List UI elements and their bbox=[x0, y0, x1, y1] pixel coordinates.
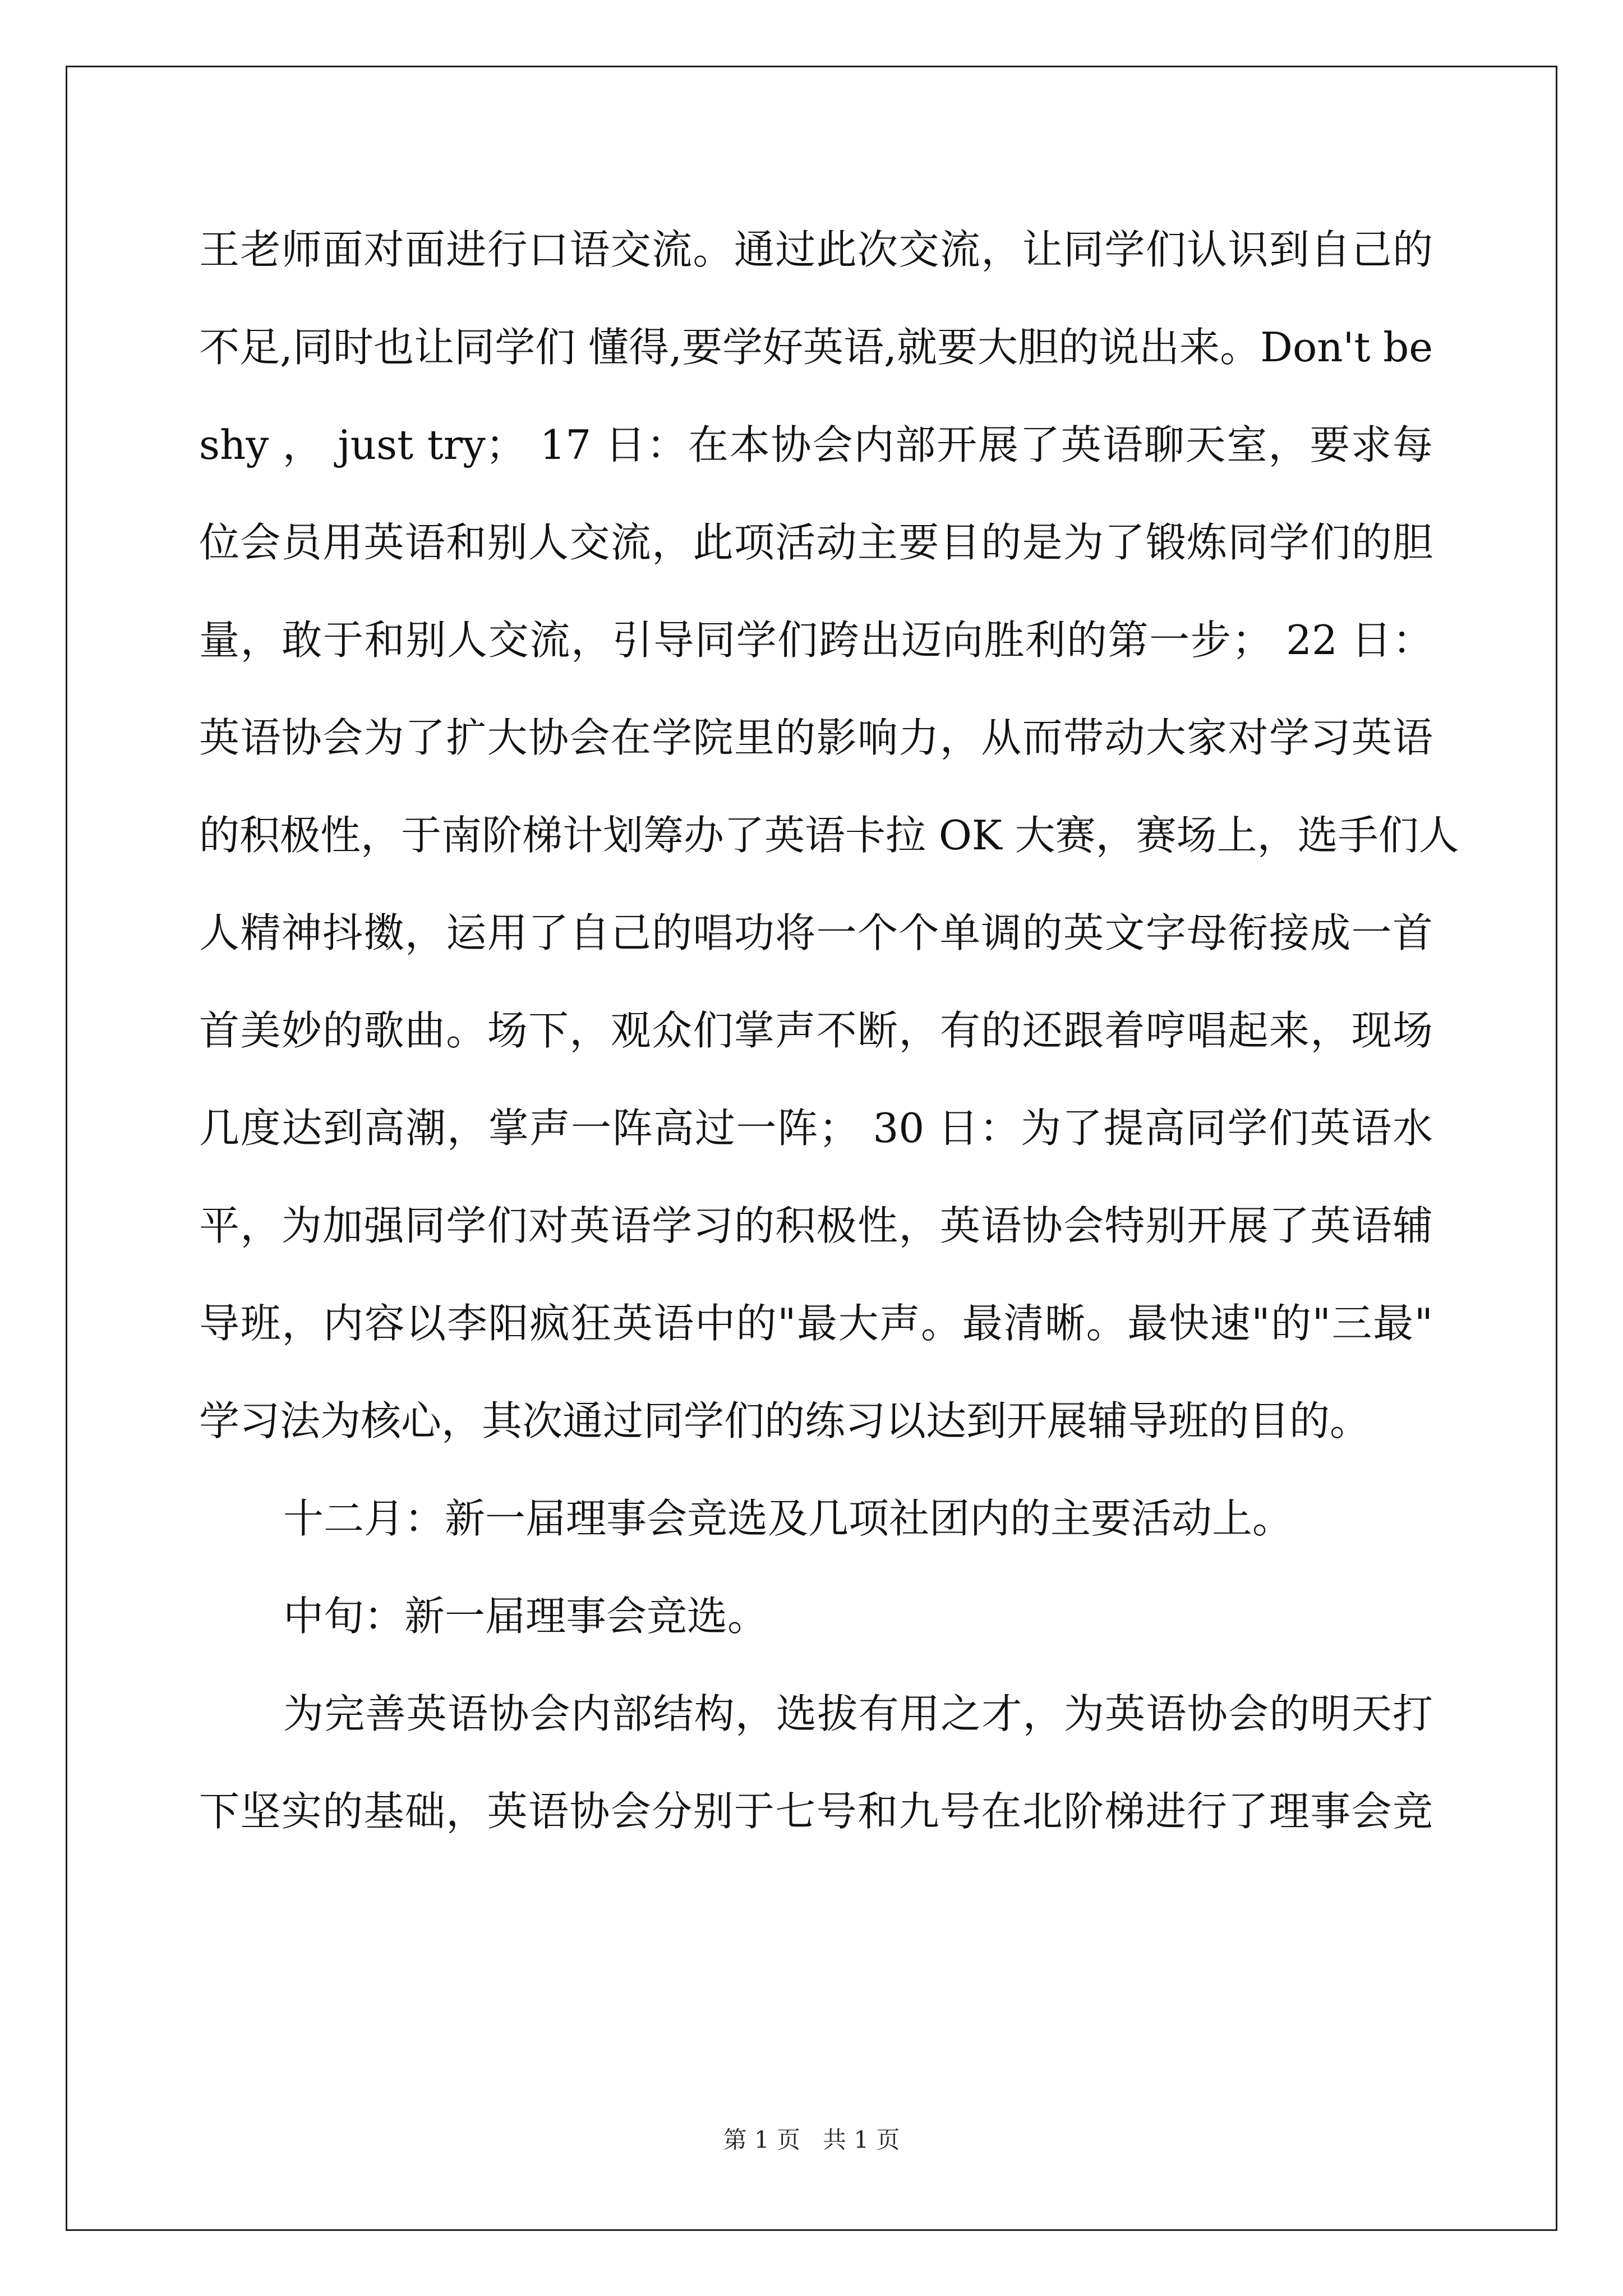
paragraph-line: 十二月：新一届理事会竞选及几项社团内的主要活动上。 bbox=[283, 1495, 1293, 1542]
paragraph-line: 平，为加强同学们对英语学习的积极性，英语协会特别开展了英语辅 bbox=[199, 1202, 1433, 1249]
paragraph-line: 不足,同时也让同学们 懂得,要学好英语,就要大胆的说出来。Don't be bbox=[199, 324, 1433, 371]
paragraph-line: 王老师面对面进行口语交流。通过此次交流，让同学们认识到自己的 bbox=[199, 226, 1433, 273]
paragraph-line: 首美妙的歌曲。场下，观众们掌声不断，有的还跟着哼唱起来，现场 bbox=[199, 1007, 1433, 1054]
paragraph-line: 中旬：新一届理事会竞选。 bbox=[283, 1593, 768, 1640]
paragraph-line: 英语协会为了扩大协会在学院里的影响力，从而带动大家对学习英语 bbox=[199, 714, 1433, 761]
paragraph-line: 量，敢于和别人交流，引导同学们跨出迈向胜利的第一步； 22 日： bbox=[199, 616, 1433, 664]
paragraph-line: 下坚实的基础，英语协会分别于七号和九号在北阶梯进行了理事会竞 bbox=[199, 1788, 1433, 1835]
paragraph-line: 的积极性，于南阶梯计划筹办了英语卡拉 OK 大赛，赛场上，选手们人 bbox=[199, 812, 1459, 859]
paragraph-line: 导班，内容以李阳疯狂英语中的"最大声。最清晰。最快速"的"三最" bbox=[199, 1300, 1433, 1347]
paragraph-line: shy ， just try； 17 日：在本协会内部开展了英语聊天室，要求每 bbox=[199, 421, 1433, 468]
paragraph-line: 学习法为核心，其次通过同学们的练习以达到开展辅导班的目的。 bbox=[199, 1397, 1371, 1444]
paragraph-line: 为完善英语协会内部结构，选拔有用之才，为英语协会的明天打 bbox=[283, 1690, 1433, 1737]
paragraph-line: 位会员用英语和别人交流，此项活动主要目的是为了锻炼同学们的胆 bbox=[199, 519, 1433, 566]
page-total: 共 1 页 bbox=[823, 2126, 900, 2154]
page-footer bbox=[0, 2123, 1623, 2157]
page-number: 第 1 页 bbox=[723, 2126, 800, 2154]
paragraph-line: 人精神抖擞，运用了自己的唱功将一个个单调的英文字母衔接成一首 bbox=[199, 909, 1433, 956]
paragraph-line: 几度达到高潮，掌声一阵高过一阵； 30 日：为了提高同学们英语水 bbox=[199, 1105, 1433, 1152]
